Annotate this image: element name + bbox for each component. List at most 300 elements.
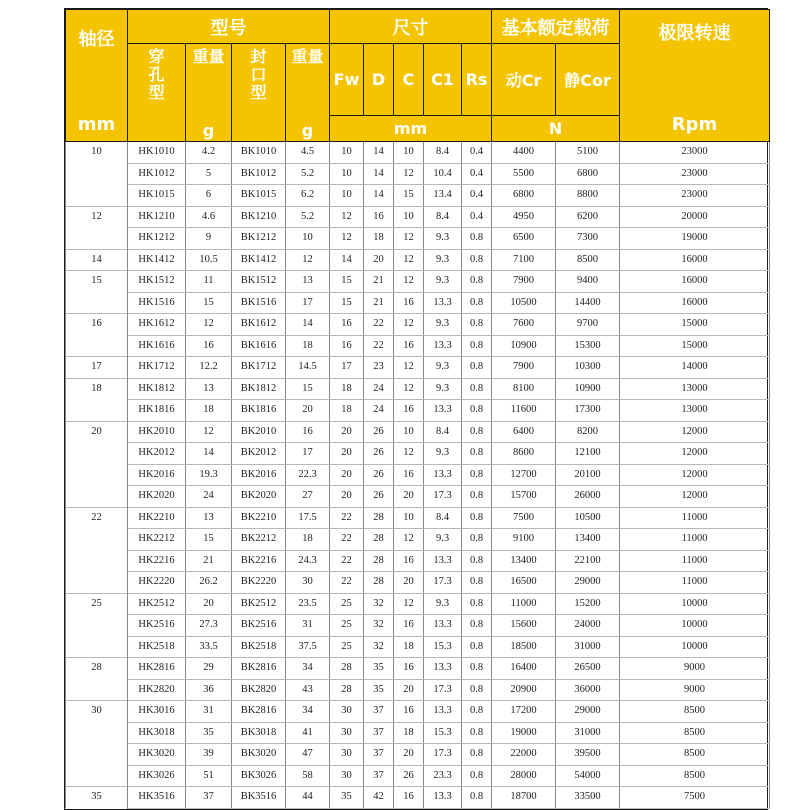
rs-cell: 0.8 xyxy=(462,443,492,465)
rs-cell: 0.8 xyxy=(462,228,492,250)
c1-header: C1 xyxy=(424,44,462,116)
fw-cell: 15 xyxy=(330,271,364,293)
table-row xyxy=(66,658,770,680)
d-cell: 28 xyxy=(364,507,394,529)
fw-cell: 17 xyxy=(330,357,364,379)
static-load-cell: 15200 xyxy=(556,593,620,615)
fw-cell: 25 xyxy=(330,636,364,658)
speed-cell: 11000 xyxy=(620,507,770,529)
open-weight-cell: 24 xyxy=(186,486,232,508)
dynamic-load-cell: 13400 xyxy=(492,550,556,572)
open-model-cell: HK2210 xyxy=(128,507,186,529)
dynamic-load-cell: 19000 xyxy=(492,722,556,744)
closed-weight-cell: 17 xyxy=(286,292,330,314)
open-model-cell: HK1816 xyxy=(128,400,186,422)
static-load-cell: 39500 xyxy=(556,744,620,766)
speed-cell: 9000 xyxy=(620,658,770,680)
static-load-cell: 8800 xyxy=(556,185,620,207)
shaft-cell: 17 xyxy=(66,357,128,379)
table-row xyxy=(66,228,770,250)
speed-cell: 8500 xyxy=(620,722,770,744)
speed-cell: 12000 xyxy=(620,421,770,443)
closed-weight-cell: 34 xyxy=(286,701,330,723)
open-weight-cell: 4.6 xyxy=(186,206,232,228)
spec-table-body xyxy=(66,142,770,809)
closed-model-cell: BK2016 xyxy=(232,464,286,486)
closed-model-cell: BK2216 xyxy=(232,550,286,572)
c-cell: 16 xyxy=(394,701,424,723)
table-row xyxy=(66,249,770,271)
table-row xyxy=(66,185,770,207)
c-cell: 12 xyxy=(394,357,424,379)
static-load-cell: 24000 xyxy=(556,615,620,637)
fw-cell: 18 xyxy=(330,378,364,400)
shaft-cell: 12 xyxy=(66,206,128,228)
closed-model-cell: BK1012 xyxy=(232,163,286,185)
closed-model-cell: BK2210 xyxy=(232,507,286,529)
table-row xyxy=(66,142,770,164)
fw-cell: 22 xyxy=(330,550,364,572)
closed-weight-unit: g xyxy=(301,121,314,140)
rs-cell: 0.8 xyxy=(462,400,492,422)
closed-model-cell: BK2010 xyxy=(232,421,286,443)
c1-cell: 13.3 xyxy=(424,400,462,422)
d-cell: 26 xyxy=(364,421,394,443)
closed-model-cell: BK1412 xyxy=(232,249,286,271)
dynamic-load-cell: 11000 xyxy=(492,593,556,615)
static-load-cell: 5100 xyxy=(556,142,620,164)
closed-model-cell: BK1612 xyxy=(232,314,286,336)
table-row xyxy=(66,163,770,185)
table-row xyxy=(66,400,770,422)
open-model-cell: HK2212 xyxy=(128,529,186,551)
table-row xyxy=(66,507,770,529)
d-cell: 37 xyxy=(364,722,394,744)
static-load-cell: 6800 xyxy=(556,163,620,185)
closed-weight-cell: 44 xyxy=(286,787,330,809)
fw-cell: 30 xyxy=(330,765,364,787)
speed-cell: 10000 xyxy=(620,593,770,615)
fw-cell: 28 xyxy=(330,658,364,680)
open-weight-cell: 12.2 xyxy=(186,357,232,379)
c-cell: 16 xyxy=(394,615,424,637)
dynamic-load-cell: 15600 xyxy=(492,615,556,637)
speed-cell: 20000 xyxy=(620,206,770,228)
table-row xyxy=(66,464,770,486)
rs-cell: 0.8 xyxy=(462,378,492,400)
shaft-cell: 16 xyxy=(66,314,128,336)
d-cell: 23 xyxy=(364,357,394,379)
closed-type-char-3: 型 xyxy=(250,83,267,102)
closed-model-cell: BK2516 xyxy=(232,615,286,637)
c1-cell: 8.4 xyxy=(424,142,462,164)
speed-cell: 8500 xyxy=(620,765,770,787)
closed-weight-cell: 18 xyxy=(286,529,330,551)
open-model-cell: HK1212 xyxy=(128,228,186,250)
d-cell: 24 xyxy=(364,400,394,422)
d-cell: 32 xyxy=(364,593,394,615)
closed-model-cell: BK1616 xyxy=(232,335,286,357)
rs-cell: 0.8 xyxy=(462,636,492,658)
speed-cell: 16000 xyxy=(620,249,770,271)
closed-weight-cell: 47 xyxy=(286,744,330,766)
open-model-cell: HK1012 xyxy=(128,163,186,185)
static-load-cell: 10300 xyxy=(556,357,620,379)
fw-cell: 35 xyxy=(330,787,364,809)
static-load-cell: 29000 xyxy=(556,572,620,594)
open-model-cell: HK2820 xyxy=(128,679,186,701)
table-row xyxy=(66,593,770,615)
fw-cell: 18 xyxy=(330,400,364,422)
open-weight-cell: 15 xyxy=(186,292,232,314)
open-weight-cell: 13 xyxy=(186,507,232,529)
shaft-cell: 30 xyxy=(66,701,128,723)
rs-cell: 0.8 xyxy=(462,679,492,701)
open-model-cell: HK2012 xyxy=(128,443,186,465)
closed-weight-cell: 6.2 xyxy=(286,185,330,207)
dynamic-load-cell: 6500 xyxy=(492,228,556,250)
shaft-cell xyxy=(66,722,128,744)
rs-cell: 0.8 xyxy=(462,787,492,809)
shaft-cell xyxy=(66,615,128,637)
d-cell: 16 xyxy=(364,206,394,228)
dynamic-load-header: 动Cr xyxy=(492,44,556,116)
open-model-cell: HK1210 xyxy=(128,206,186,228)
static-load-cell: 13400 xyxy=(556,529,620,551)
closed-weight-cell: 12 xyxy=(286,249,330,271)
shaft-cell xyxy=(66,765,128,787)
static-load-cell: 7300 xyxy=(556,228,620,250)
c1-cell: 9.3 xyxy=(424,314,462,336)
c1-cell: 9.3 xyxy=(424,249,462,271)
c1-cell: 10.4 xyxy=(424,163,462,185)
closed-weight-cell: 41 xyxy=(286,722,330,744)
dynamic-load-cell: 11600 xyxy=(492,400,556,422)
static-load-cell: 22100 xyxy=(556,550,620,572)
d-cell: 37 xyxy=(364,765,394,787)
open-model-cell: HK1616 xyxy=(128,335,186,357)
table-row xyxy=(66,615,770,637)
fw-cell: 22 xyxy=(330,529,364,551)
table-row xyxy=(66,314,770,336)
d-cell: 21 xyxy=(364,271,394,293)
c1-cell: 8.4 xyxy=(424,421,462,443)
open-model-cell: HK2518 xyxy=(128,636,186,658)
fw-cell: 10 xyxy=(330,142,364,164)
shaft-cell xyxy=(66,550,128,572)
open-model-cell: HK3018 xyxy=(128,722,186,744)
static-load-header: 静Cor xyxy=(556,44,620,116)
closed-weight-header xyxy=(286,44,330,142)
c-cell: 10 xyxy=(394,421,424,443)
table-row xyxy=(66,765,770,787)
static-load-cell: 10900 xyxy=(556,378,620,400)
fw-cell: 12 xyxy=(330,228,364,250)
d-cell: 24 xyxy=(364,378,394,400)
speed-cell: 13000 xyxy=(620,400,770,422)
fw-cell: 15 xyxy=(330,292,364,314)
shaft-unit: mm xyxy=(77,113,116,135)
dynamic-load-cell: 8100 xyxy=(492,378,556,400)
closed-weight-cell: 5.2 xyxy=(286,163,330,185)
static-load-cell: 10500 xyxy=(556,507,620,529)
c1-cell: 9.3 xyxy=(424,228,462,250)
dynamic-load-cell: 5500 xyxy=(492,163,556,185)
fw-cell: 12 xyxy=(330,206,364,228)
closed-model-cell: BK2820 xyxy=(232,679,286,701)
closed-weight-cell: 10 xyxy=(286,228,330,250)
open-weight-cell: 10.5 xyxy=(186,249,232,271)
dynamic-load-cell: 18500 xyxy=(492,636,556,658)
fw-cell: 10 xyxy=(330,163,364,185)
c-header: C xyxy=(394,44,424,116)
rs-cell: 0.8 xyxy=(462,486,492,508)
fw-cell: 20 xyxy=(330,421,364,443)
closed-model-cell: BK1015 xyxy=(232,185,286,207)
fw-cell: 30 xyxy=(330,701,364,723)
speed-cell: 15000 xyxy=(620,314,770,336)
rs-cell: 0.8 xyxy=(462,464,492,486)
closed-weight-cell: 37.5 xyxy=(286,636,330,658)
static-load-cell: 31000 xyxy=(556,722,620,744)
closed-weight-cell: 14 xyxy=(286,314,330,336)
static-load-cell: 14400 xyxy=(556,292,620,314)
open-type-header xyxy=(128,44,186,142)
closed-type-header xyxy=(232,44,286,142)
d-header: D xyxy=(364,44,394,116)
open-model-cell: HK1412 xyxy=(128,249,186,271)
fw-cell: 28 xyxy=(330,679,364,701)
speed-cell: 12000 xyxy=(620,464,770,486)
open-weight-cell: 19.3 xyxy=(186,464,232,486)
closed-model-cell: BK1812 xyxy=(232,378,286,400)
c1-cell: 17.3 xyxy=(424,744,462,766)
closed-weight-cell: 13 xyxy=(286,271,330,293)
c1-cell: 15.3 xyxy=(424,636,462,658)
c-cell: 12 xyxy=(394,593,424,615)
open-model-cell: HK1712 xyxy=(128,357,186,379)
speed-cell: 13000 xyxy=(620,378,770,400)
c1-cell: 9.3 xyxy=(424,357,462,379)
open-model-cell: HK2516 xyxy=(128,615,186,637)
dynamic-load-cell: 12700 xyxy=(492,464,556,486)
c1-cell: 9.3 xyxy=(424,443,462,465)
static-load-cell: 20100 xyxy=(556,464,620,486)
table-row xyxy=(66,787,770,809)
open-model-cell: HK2020 xyxy=(128,486,186,508)
closed-model-cell: BK2012 xyxy=(232,443,286,465)
table-row xyxy=(66,722,770,744)
d-cell: 18 xyxy=(364,228,394,250)
fw-cell: 25 xyxy=(330,593,364,615)
c1-cell: 13.3 xyxy=(424,615,462,637)
dynamic-load-cell: 7100 xyxy=(492,249,556,271)
table-row xyxy=(66,443,770,465)
c1-cell: 17.3 xyxy=(424,486,462,508)
closed-weight-cell: 16 xyxy=(286,421,330,443)
closed-weight-cell: 20 xyxy=(286,400,330,422)
c1-cell: 9.3 xyxy=(424,271,462,293)
c-cell: 12 xyxy=(394,271,424,293)
c1-cell: 9.3 xyxy=(424,593,462,615)
open-model-cell: HK3516 xyxy=(128,787,186,809)
c-cell: 12 xyxy=(394,163,424,185)
c-cell: 12 xyxy=(394,228,424,250)
shaft-cell: 18 xyxy=(66,378,128,400)
closed-weight-cell: 5.2 xyxy=(286,206,330,228)
dynamic-load-cell: 7900 xyxy=(492,357,556,379)
rs-cell: 0.8 xyxy=(462,593,492,615)
open-model-cell: HK1612 xyxy=(128,314,186,336)
shaft-cell: 14 xyxy=(66,249,128,271)
c-cell: 12 xyxy=(394,529,424,551)
shaft-cell xyxy=(66,679,128,701)
open-weight-cell: 33.5 xyxy=(186,636,232,658)
d-cell: 26 xyxy=(364,443,394,465)
open-weight-cell: 27.3 xyxy=(186,615,232,637)
spec-table xyxy=(65,9,770,809)
closed-weight-cell: 34 xyxy=(286,658,330,680)
table-row xyxy=(66,572,770,594)
c-cell: 15 xyxy=(394,185,424,207)
static-load-cell: 6200 xyxy=(556,206,620,228)
rs-cell: 0.8 xyxy=(462,765,492,787)
fw-cell: 20 xyxy=(330,464,364,486)
d-cell: 26 xyxy=(364,464,394,486)
dynamic-load-cell: 10900 xyxy=(492,335,556,357)
rs-cell: 0.8 xyxy=(462,357,492,379)
dynamic-load-cell: 6800 xyxy=(492,185,556,207)
closed-model-cell: BK3018 xyxy=(232,722,286,744)
closed-weight-cell: 24.3 xyxy=(286,550,330,572)
c-cell: 12 xyxy=(394,314,424,336)
closed-model-cell: BK1712 xyxy=(232,357,286,379)
c-cell: 16 xyxy=(394,292,424,314)
rs-cell: 0.8 xyxy=(462,550,492,572)
open-model-cell: HK2816 xyxy=(128,658,186,680)
speed-cell: 12000 xyxy=(620,443,770,465)
open-weight-cell: 11 xyxy=(186,271,232,293)
table-row xyxy=(66,357,770,379)
closed-weight-cell: 43 xyxy=(286,679,330,701)
closed-weight-cell: 23.5 xyxy=(286,593,330,615)
c1-cell: 17.3 xyxy=(424,679,462,701)
open-weight-cell: 15 xyxy=(186,529,232,551)
open-weight-cell: 12 xyxy=(186,421,232,443)
static-load-cell: 9700 xyxy=(556,314,620,336)
speed-cell: 11000 xyxy=(620,572,770,594)
rs-cell: 0.4 xyxy=(462,185,492,207)
c-cell: 20 xyxy=(394,744,424,766)
c1-cell: 13.3 xyxy=(424,550,462,572)
c-cell: 20 xyxy=(394,679,424,701)
table-row xyxy=(66,335,770,357)
open-weight-cell: 16 xyxy=(186,335,232,357)
c1-cell: 13.3 xyxy=(424,658,462,680)
shaft-cell xyxy=(66,529,128,551)
dynamic-load-cell: 6400 xyxy=(492,421,556,443)
static-load-cell: 9400 xyxy=(556,271,620,293)
fw-cell: 10 xyxy=(330,185,364,207)
open-weight-header xyxy=(186,44,232,142)
d-cell: 28 xyxy=(364,572,394,594)
d-cell: 42 xyxy=(364,787,394,809)
open-weight-cell: 36 xyxy=(186,679,232,701)
c-cell: 12 xyxy=(394,443,424,465)
open-model-cell: HK1516 xyxy=(128,292,186,314)
fw-cell: 22 xyxy=(330,507,364,529)
closed-weight-cell: 15 xyxy=(286,378,330,400)
open-weight-cell: 20 xyxy=(186,593,232,615)
shaft-cell: 28 xyxy=(66,658,128,680)
fw-cell: 14 xyxy=(330,249,364,271)
open-type-char-2: 孔 xyxy=(148,65,165,84)
d-cell: 37 xyxy=(364,701,394,723)
open-weight-cell: 6 xyxy=(186,185,232,207)
c-cell: 16 xyxy=(394,335,424,357)
rs-header: Rs xyxy=(462,44,492,116)
shaft-cell: 22 xyxy=(66,507,128,529)
closed-weight-cell: 4.5 xyxy=(286,142,330,164)
c1-cell: 13.3 xyxy=(424,701,462,723)
d-cell: 32 xyxy=(364,615,394,637)
fw-cell: 16 xyxy=(330,335,364,357)
c-cell: 12 xyxy=(394,249,424,271)
c-cell: 16 xyxy=(394,658,424,680)
open-weight-cell: 12 xyxy=(186,314,232,336)
static-load-cell: 29000 xyxy=(556,701,620,723)
c-cell: 16 xyxy=(394,550,424,572)
load-unit: N xyxy=(492,116,620,142)
static-load-cell: 15300 xyxy=(556,335,620,357)
c1-cell: 17.3 xyxy=(424,572,462,594)
c1-cell: 8.4 xyxy=(424,507,462,529)
closed-model-cell: BK1816 xyxy=(232,400,286,422)
table-row xyxy=(66,744,770,766)
closed-model-cell: BK2212 xyxy=(232,529,286,551)
open-weight-label: 重量 xyxy=(192,47,225,66)
speed-cell: 23000 xyxy=(620,163,770,185)
closed-type-char-1: 封 xyxy=(250,47,267,66)
open-model-cell: HK3020 xyxy=(128,744,186,766)
open-weight-cell: 14 xyxy=(186,443,232,465)
d-cell: 22 xyxy=(364,335,394,357)
fw-cell: 25 xyxy=(330,615,364,637)
dynamic-load-cell: 4950 xyxy=(492,206,556,228)
open-model-cell: HK1015 xyxy=(128,185,186,207)
c1-cell: 13.4 xyxy=(424,185,462,207)
d-cell: 21 xyxy=(364,292,394,314)
d-cell: 22 xyxy=(364,314,394,336)
dynamic-load-cell: 16500 xyxy=(492,572,556,594)
open-weight-cell: 21 xyxy=(186,550,232,572)
shaft-cell: 25 xyxy=(66,593,128,615)
open-weight-cell: 5 xyxy=(186,163,232,185)
open-model-cell: HK2216 xyxy=(128,550,186,572)
c-cell: 16 xyxy=(394,400,424,422)
rs-cell: 0.8 xyxy=(462,572,492,594)
shaft-cell xyxy=(66,163,128,185)
table-row xyxy=(66,529,770,551)
c1-cell: 13.3 xyxy=(424,787,462,809)
c1-cell: 13.3 xyxy=(424,335,462,357)
table-row xyxy=(66,421,770,443)
fw-header: Fw xyxy=(330,44,364,116)
rs-cell: 0.8 xyxy=(462,335,492,357)
shaft-cell xyxy=(66,636,128,658)
closed-model-cell: BK2816 xyxy=(232,701,286,723)
open-model-cell: HK1010 xyxy=(128,142,186,164)
